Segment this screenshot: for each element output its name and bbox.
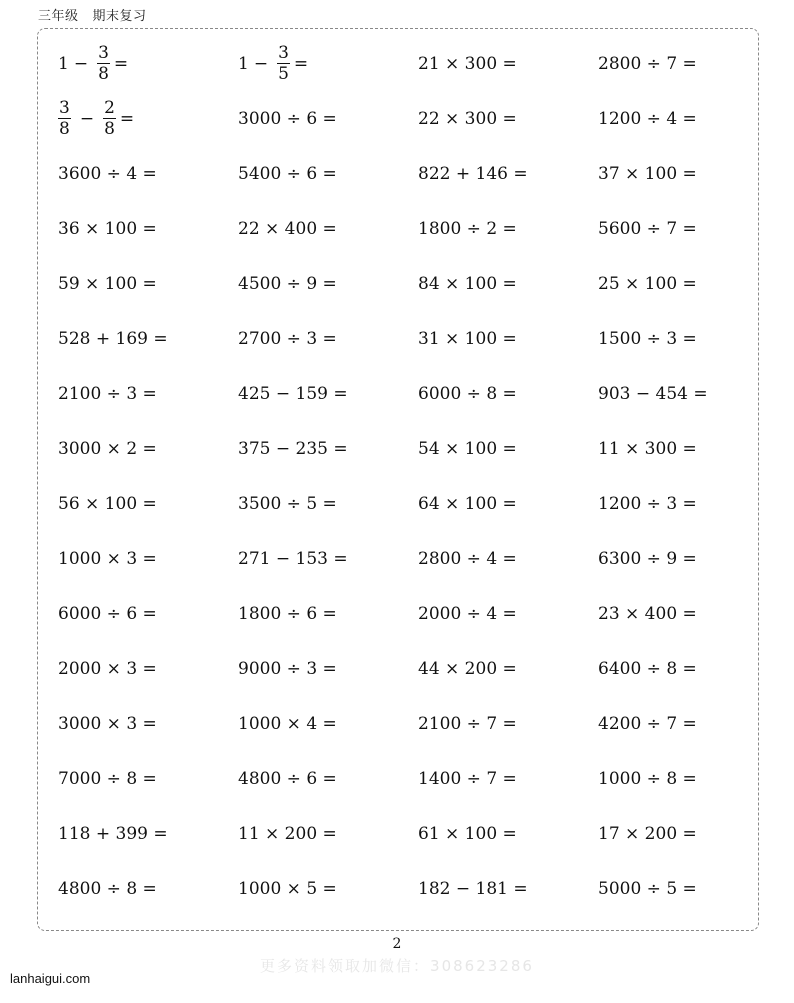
page-number: 2 [392, 936, 402, 952]
problem: 23 × 400 = [598, 603, 697, 624]
problem: 2100 ÷ 7 = [418, 713, 517, 734]
problem: 3000 × 2 = [58, 438, 157, 459]
problem: 1000 × 4 = [238, 713, 337, 734]
problem: 7000 ÷ 8 = [58, 768, 157, 789]
problem: 5400 ÷ 6 = [238, 163, 337, 184]
fraction-problem: 1 − $\frac{3}{8}$ = [58, 43, 129, 84]
problem: 182 − 181 = [418, 878, 528, 899]
problem: 22 × 400 = [238, 218, 337, 239]
problem: 3500 ÷ 5 = [238, 493, 337, 514]
problem: 44 × 200 = [418, 658, 517, 679]
problem: 6000 ÷ 6 = [58, 603, 157, 624]
problem: 54 × 100 = [418, 438, 517, 459]
fraction-problem: 1 − $\frac{3}{5}$ = [238, 43, 309, 84]
problem: 56 × 100 = [58, 493, 157, 514]
problem: 9000 ÷ 3 = [238, 658, 337, 679]
problem: 1400 ÷ 7 = [418, 768, 517, 789]
watermark-text: 更多资料领取加微信：308623286 [260, 957, 534, 975]
problem: 2800 ÷ 7 = [598, 53, 697, 74]
problem: 1200 ÷ 3 = [598, 493, 697, 514]
problem: 2100 ÷ 3 = [58, 383, 157, 404]
fraction: $\frac{3}{8}$ [98, 43, 109, 84]
site-label: lanhaigui.com [10, 971, 91, 986]
problem: 25 × 100 = [598, 273, 697, 294]
problem: 3000 ÷ 6 = [238, 108, 337, 129]
problem: 3600 ÷ 4 = [58, 163, 157, 184]
problem: 11 × 200 = [238, 823, 337, 844]
problem: 2000 ÷ 4 = [418, 603, 517, 624]
problem: 3000 × 3 = [58, 713, 157, 734]
fraction: $\frac{3}{8}$ [59, 98, 70, 139]
problem: 1200 ÷ 4 = [598, 108, 697, 129]
fraction: $\frac{3}{5}$ [278, 43, 289, 84]
problem: 11 × 300 = [598, 438, 697, 459]
problem: 17 × 200 = [598, 823, 697, 844]
problem: 59 × 100 = [58, 273, 157, 294]
problem: 4500 ÷ 9 = [238, 273, 337, 294]
problem: 6300 ÷ 9 = [598, 548, 697, 569]
problem: 5000 ÷ 5 = [598, 878, 697, 899]
problem: 61 × 100 = [418, 823, 517, 844]
problem: 271 − 153 = [238, 548, 348, 569]
problem: 4200 ÷ 7 = [598, 713, 697, 734]
problem: 1000 ÷ 8 = [598, 768, 697, 789]
problem: 36 × 100 = [58, 218, 157, 239]
problem: 2800 ÷ 4 = [418, 548, 517, 569]
problem: 1500 ÷ 3 = [598, 328, 697, 349]
problem: 4800 ÷ 6 = [238, 768, 337, 789]
problem: 31 × 100 = [418, 328, 517, 349]
problem: 425 − 159 = [238, 383, 348, 404]
problem: 1800 ÷ 6 = [238, 603, 337, 624]
problem: 375 − 235 = [238, 438, 348, 459]
problem: 822 + 146 = [418, 163, 528, 184]
problem: 903 − 454 = [598, 383, 708, 404]
fraction: $\frac{2}{8}$ [104, 98, 115, 139]
page-header [38, 5, 147, 24]
problem-grid [58, 36, 758, 916]
fraction-problem: $\frac{3}{8}$ − $\frac{2}{8}$ = [59, 98, 135, 139]
problem: 2700 ÷ 3 = [238, 328, 337, 349]
problem: 118 + 399 = [58, 823, 168, 844]
problem: 5600 ÷ 7 = [598, 218, 697, 239]
problem: 64 × 100 = [418, 493, 517, 514]
problem: 6000 ÷ 8 = [418, 383, 517, 404]
grade-label: 三年级 [38, 9, 79, 24]
problem: 1000 × 3 = [58, 548, 157, 569]
problem: 37 × 100 = [598, 163, 697, 184]
problem: 4800 ÷ 8 = [58, 878, 157, 899]
problem: 1000 × 5 = [238, 878, 337, 899]
problem: 1800 ÷ 2 = [418, 218, 517, 239]
problem: 528 + 169 = [58, 328, 168, 349]
problem: 84 × 100 = [418, 273, 517, 294]
problem: 22 × 300 = [418, 108, 517, 129]
worksheet-title: 期末复习 [92, 9, 147, 24]
problem: 21 × 300 = [418, 53, 517, 74]
problem: 6400 ÷ 8 = [598, 658, 697, 679]
problem: 2000 × 3 = [58, 658, 157, 679]
